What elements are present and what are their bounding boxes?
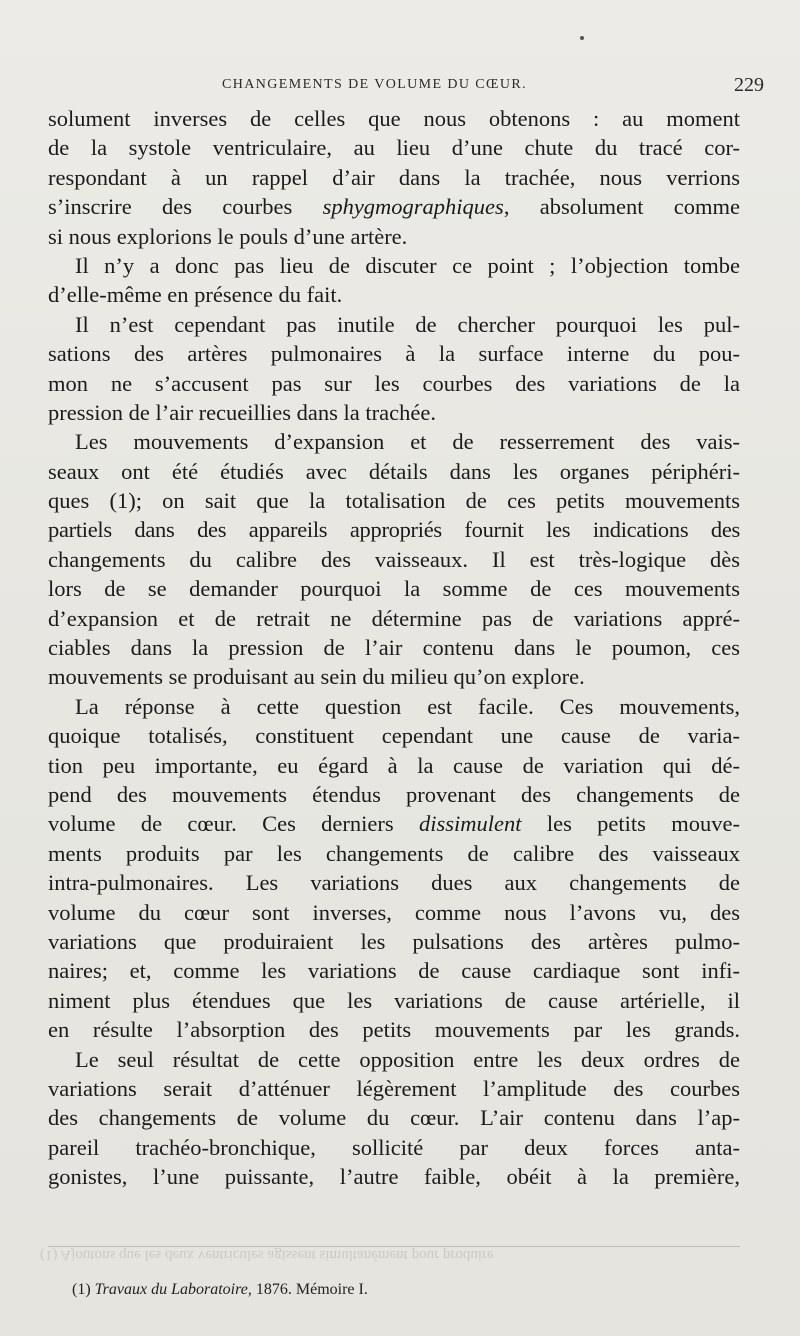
text-line: d’expansion et de retrait ne détermine pas de variations appré-	[48, 605, 740, 631]
text-line: partiels dans des appareils appropriés fournit les indications des	[48, 517, 740, 543]
ink-speck	[580, 36, 584, 40]
text-line: tion peu importante, eu égard à la cause de variation qui dé-	[48, 752, 740, 778]
bleed-through-text: (1) Ajoutons que les deux ventricules agissent simultanément pour produire	[40, 1247, 494, 1263]
text-line: Il n’est cependant pas inutile de chercher pourquoi les pul-	[75, 311, 740, 337]
emphasis: dissimulent	[418, 811, 522, 837]
page-number: 229	[734, 74, 764, 96]
text-line: des changements de volume du cœur. L’air contenu dans l’ap-	[48, 1105, 740, 1131]
page-header	[0, 74, 800, 101]
emphasis: sphygmographiques	[322, 194, 504, 220]
text-line: ques (1); on sait que la totalisation de ces petits mouvements	[48, 488, 740, 514]
text-line: Il n’y a donc pas lieu de discuter ce point ; l’objection tombe	[75, 252, 740, 278]
text-line	[48, 192, 740, 221]
text-line: Les mouvements d’expansion et de resserrement des vais-	[75, 429, 740, 455]
running-title: CHANGEMENTS DE VOLUME DU CŒUR.	[222, 77, 528, 92]
text-line: ciables dans la pression de l’air contenu dans le poumon, ces	[48, 635, 740, 661]
text-line: sations des artères pulmonaires à la surface interne du pou-	[48, 341, 740, 367]
text-line: mon ne s’accusent pas sur les courbes des variations de la	[48, 370, 740, 396]
text-line: d’elle-même en présence du fait.	[48, 282, 343, 308]
text-line: pareil trachéo-bronchique, sollicité par deux forces anta-	[48, 1134, 740, 1160]
text-line: mouvements se produisant au sein du milieu qu’on explore.	[48, 664, 585, 690]
text-line: si nous explorions le pouls d’une artère.	[48, 223, 408, 249]
text-line: en résulte l’absorption des petits mouvements par les grands.	[48, 1017, 740, 1043]
footnote-marker: (1)	[72, 1281, 91, 1298]
text-line: respondant à un rappel d’air dans la trachée, nous verrions	[48, 164, 740, 190]
footnote-rule	[48, 1246, 740, 1247]
text-line: changements du calibre des vaisseaux. Il est très-logique dès	[48, 546, 740, 572]
footnote-reference: Mémoire I.	[295, 1281, 368, 1298]
text-line: Le seul résultat de cette opposition entre les deux ordres de	[75, 1046, 740, 1072]
text-line: variations serait d’atténuer légèrement l’amplitude des courbes	[48, 1075, 740, 1101]
footnote-title: Travaux du Laboratoire,	[94, 1281, 252, 1298]
text-line: volume de cœur. Ces derniers dissimulent les petits mouve-	[48, 811, 740, 837]
text-run: s’inscrire des courbes sphygmographiques, absolument comme	[48, 194, 740, 220]
text-line: volume du cœur sont inverses, comme nous l’avons vu, des	[48, 899, 740, 925]
text-line: seaux ont été étudiés avec détails dans les organes périphéri-	[48, 458, 740, 484]
text-line: intra-pulmonaires. Les variations dues aux changements de	[48, 870, 740, 896]
text-line: lors de se demander pourquoi la somme de ces mouvements	[48, 576, 740, 602]
text-line: La réponse à cette question est facile. Ces mouvements,	[75, 693, 740, 719]
text-line: variations que produiraient les pulsations des artères pulmo-	[48, 928, 740, 954]
text-line: ments produits par les changements de calibre des vaisseaux	[48, 840, 740, 866]
text-line: naires; et, comme les variations de cause cardiaque sont infi-	[48, 958, 740, 984]
text-line: quoique totalisés, constituent cependant une cause de varia-	[48, 723, 740, 749]
footnote	[72, 1281, 368, 1299]
text-line: niment plus étendues que les variations de cause artérielle, il	[48, 987, 740, 1013]
text-line: pression de l’air recueillies dans la trachée.	[48, 399, 436, 425]
text-line: pend des mouvements étendus provenant des changements de	[48, 781, 740, 807]
text-line: gonistes, l’une puissante, l’autre faible, obéit à la première,	[48, 1164, 740, 1190]
body-text	[48, 104, 740, 1191]
footnote-year: 1876.	[255, 1281, 292, 1298]
text-line: solument inverses de celles que nous obtenons : au moment	[48, 106, 740, 131]
text-line: de la systole ventriculaire, au lieu d’une chute du tracé cor-	[48, 135, 740, 161]
